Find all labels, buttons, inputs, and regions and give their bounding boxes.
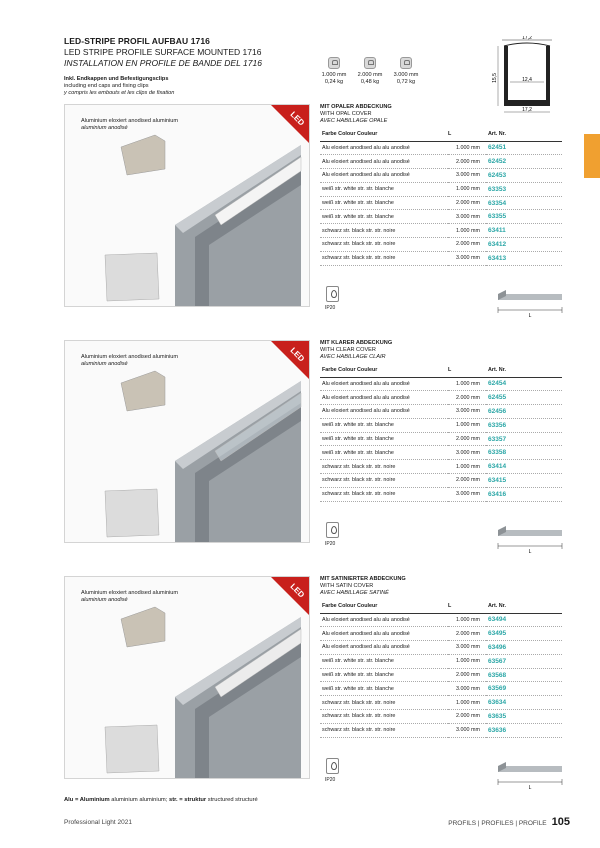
package-length: 2.000 mm xyxy=(357,72,383,78)
table-row xyxy=(320,696,562,710)
length-cell: 3.000 mm xyxy=(448,251,486,265)
colour-cell: weiß str. white str. str. blanche xyxy=(320,668,448,682)
table-row xyxy=(320,654,562,668)
article-number[interactable]: 62451 xyxy=(486,141,562,155)
dim-height: 15,5 xyxy=(492,73,498,83)
colour-cell: weiß str. white str. str. blanche xyxy=(320,418,448,432)
header-colour: Farbe Colour Couleur xyxy=(320,600,448,613)
colour-cell: weiß str. white str. str. blanche xyxy=(320,182,448,196)
table-row xyxy=(320,487,562,501)
cover-title-fr: AVEC HABILLAGE CLAIR xyxy=(320,354,386,360)
profile-length-thumbnail xyxy=(496,520,564,554)
colour-cell: weiß str. white str. str. blanche xyxy=(320,654,448,668)
dim-bottom-width: 17,2 xyxy=(522,107,532,113)
package-icon xyxy=(400,57,412,69)
article-number[interactable]: 62456 xyxy=(486,405,562,419)
profile-length-thumbnail xyxy=(496,284,564,318)
package-weight: 0,48 kg xyxy=(360,79,380,85)
article-number[interactable]: 63355 xyxy=(486,210,562,224)
table-row xyxy=(320,613,562,627)
article-number[interactable]: 63568 xyxy=(486,668,562,682)
article-number[interactable]: 62452 xyxy=(486,155,562,169)
table-row xyxy=(320,641,562,655)
package-3 xyxy=(390,57,422,86)
length-cell: 1.000 mm xyxy=(448,613,486,627)
colour-cell: weiß str. white str. str. blanche xyxy=(320,196,448,210)
ip-rating-label: IP20 xyxy=(325,305,336,311)
includes-fr: y compris les embouts et les clips de fixation xyxy=(64,90,175,96)
page-number: 105 xyxy=(551,816,570,828)
cover-title-en: WITH OPAL COVER xyxy=(320,111,372,117)
length-cell: 1.000 mm xyxy=(448,696,486,710)
cover-title-de: MIT OPALER ABDECKUNG xyxy=(320,104,392,110)
package-1 xyxy=(318,57,350,86)
length-cell: 3.000 mm xyxy=(448,641,486,655)
article-number[interactable]: 63635 xyxy=(486,710,562,724)
table-row xyxy=(320,224,562,238)
led-badge xyxy=(271,105,309,143)
header-colour: Farbe Colour Couleur xyxy=(320,128,448,141)
table-header-row xyxy=(320,364,562,377)
colour-cell: schwarz str. black str. str. noire xyxy=(320,460,448,474)
article-number[interactable]: 63415 xyxy=(486,474,562,488)
table-row xyxy=(320,723,562,737)
length-cell: 2.000 mm xyxy=(448,474,486,488)
package-weight: 0,24 kg xyxy=(324,79,344,85)
footer-section xyxy=(448,816,570,828)
length-cell: 2.000 mm xyxy=(448,668,486,682)
colour-cell: schwarz str. black str. str. noire xyxy=(320,474,448,488)
title-fr: INSTALLATION EN PROFILE DE BANDE DEL 1716 xyxy=(64,58,262,68)
colour-cell: schwarz str. black str. str. noire xyxy=(320,723,448,737)
length-cell: 3.000 mm xyxy=(448,405,486,419)
package-2 xyxy=(354,57,386,86)
material-fr: aluminium anodisé xyxy=(81,361,128,367)
article-number[interactable]: 63354 xyxy=(486,196,562,210)
article-number[interactable]: 62454 xyxy=(486,377,562,391)
article-number[interactable]: 63634 xyxy=(486,696,562,710)
footer-catalog-name: Professional Light 2021 xyxy=(64,819,132,826)
colour-cell: Alu eloxiert anodised alu alu anodisé xyxy=(320,405,448,419)
package-length: 1.000 mm xyxy=(321,72,347,78)
colour-cell: weiß str. white str. str. blanche xyxy=(320,446,448,460)
article-number[interactable]: 63416 xyxy=(486,487,562,501)
header-length: L xyxy=(448,128,486,141)
table-row xyxy=(320,210,562,224)
material-text xyxy=(81,590,231,604)
article-number[interactable]: 63413 xyxy=(486,251,562,265)
table-row xyxy=(320,668,562,682)
cover-title-fr: AVEC HABILLAGE OPALE xyxy=(320,118,388,124)
material-text xyxy=(81,354,231,368)
length-cell: 3.000 mm xyxy=(448,446,486,460)
page-header xyxy=(64,36,324,97)
table-row xyxy=(320,196,562,210)
table-row xyxy=(320,155,562,169)
length-cell: 3.000 mm xyxy=(448,682,486,696)
article-number[interactable]: 63414 xyxy=(486,460,562,474)
package-length: 3.000 mm xyxy=(393,72,419,78)
product-table xyxy=(320,364,562,502)
product-photo xyxy=(64,340,310,543)
water-drop-icon xyxy=(326,522,339,538)
article-number[interactable]: 63569 xyxy=(486,682,562,696)
colour-cell: schwarz str. black str. str. noire xyxy=(320,487,448,501)
article-number[interactable]: 63636 xyxy=(486,723,562,737)
length-label: L xyxy=(528,785,532,790)
material-text xyxy=(81,118,231,132)
table-row xyxy=(320,460,562,474)
length-cell: 1.000 mm xyxy=(448,141,486,155)
length-label: L xyxy=(528,313,532,318)
material-de-en: Aluminium eloxiert anodised aluminium xyxy=(81,354,179,360)
material-de-en: Aluminium eloxiert anodised aluminium xyxy=(81,590,179,596)
colour-cell: Alu eloxiert anodised alu alu anodisé xyxy=(320,377,448,391)
cover-title-en: WITH CLEAR COVER xyxy=(320,347,376,353)
product-table xyxy=(320,600,562,738)
length-cell: 1.000 mm xyxy=(448,377,486,391)
colour-cell: Alu eloxiert anodised alu alu anodisé xyxy=(320,627,448,641)
product-section-opal xyxy=(64,104,564,318)
cover-title-de: MIT SATINIERTER ABDECKUNG xyxy=(320,576,406,582)
footnote xyxy=(64,797,258,803)
water-drop-icon xyxy=(326,758,339,774)
ip-rating xyxy=(320,522,350,547)
article-number[interactable]: 63496 xyxy=(486,641,562,655)
header-length: L xyxy=(448,600,486,613)
table-row xyxy=(320,682,562,696)
package-icon xyxy=(364,57,376,69)
length-label: L xyxy=(528,549,532,554)
material-fr: aluminium anodisé xyxy=(81,125,128,131)
table-row xyxy=(320,474,562,488)
colour-cell: weiß str. white str. str. blanche xyxy=(320,210,448,224)
table-row xyxy=(320,446,562,460)
length-cell: 3.000 mm xyxy=(448,210,486,224)
dim-top-width: 17,2 xyxy=(522,36,532,41)
table-row xyxy=(320,405,562,419)
table-row xyxy=(320,182,562,196)
header-article: Art. Nr. xyxy=(486,364,562,377)
footnote-str-text: structured structuré xyxy=(206,797,258,803)
colour-cell: schwarz str. black str. str. noire xyxy=(320,696,448,710)
package-icon xyxy=(328,57,340,69)
article-number[interactable]: 63494 xyxy=(486,613,562,627)
product-info xyxy=(320,576,564,790)
table-row xyxy=(320,418,562,432)
article-number[interactable]: 63357 xyxy=(486,432,562,446)
table-row xyxy=(320,251,562,265)
article-number[interactable]: 63412 xyxy=(486,238,562,252)
length-cell: 3.000 mm xyxy=(448,169,486,183)
article-number[interactable]: 63356 xyxy=(486,418,562,432)
table-row xyxy=(320,169,562,183)
header-article: Art. Nr. xyxy=(486,128,562,141)
length-cell: 2.000 mm xyxy=(448,432,486,446)
table-row xyxy=(320,391,562,405)
length-cell: 1.000 mm xyxy=(448,182,486,196)
article-number[interactable]: 63567 xyxy=(486,654,562,668)
package-info xyxy=(318,57,422,86)
product-photo xyxy=(64,104,310,307)
includes-en: including end caps and fixing clips xyxy=(64,83,149,89)
product-photo xyxy=(64,576,310,779)
length-cell: 2.000 mm xyxy=(448,710,486,724)
table-row xyxy=(320,710,562,724)
colour-cell: schwarz str. black str. str. noire xyxy=(320,238,448,252)
article-number[interactable]: 63358 xyxy=(486,446,562,460)
colour-cell: Alu eloxiert anodised alu alu anodisé xyxy=(320,141,448,155)
cover-title-fr: AVEC HABILLAGE SATINÉ xyxy=(320,590,389,596)
article-number[interactable]: 63353 xyxy=(486,182,562,196)
package-weight: 0,72 kg xyxy=(396,79,416,85)
chapter-tab xyxy=(584,134,600,178)
ip-rating xyxy=(320,286,350,311)
length-cell: 1.000 mm xyxy=(448,654,486,668)
product-section-satin xyxy=(64,576,564,790)
header-length: L xyxy=(448,364,486,377)
article-number[interactable]: 63411 xyxy=(486,224,562,238)
table-row xyxy=(320,238,562,252)
led-badge xyxy=(271,577,309,615)
material-fr: aluminium anodisé xyxy=(81,597,128,603)
table-header-row xyxy=(320,128,562,141)
colour-cell: schwarz str. black str. str. noire xyxy=(320,710,448,724)
length-cell: 2.000 mm xyxy=(448,391,486,405)
led-badge-label: LED xyxy=(288,581,307,600)
footer-section-title: PROFILS | PROFILES | PROFILE xyxy=(448,820,547,827)
length-cell: 1.000 mm xyxy=(448,418,486,432)
colour-cell: schwarz str. black str. str. noire xyxy=(320,251,448,265)
product-section-clear xyxy=(64,340,564,554)
led-badge xyxy=(271,341,309,379)
title-en: LED STRIPE PROFILE SURFACE MOUNTED 1716 xyxy=(64,47,262,57)
colour-cell: Alu eloxiert anodised alu alu anodisé xyxy=(320,391,448,405)
ip-rating-label: IP20 xyxy=(325,777,336,783)
colour-cell: Alu eloxiert anodised alu alu anodisé xyxy=(320,613,448,627)
length-cell: 3.000 mm xyxy=(448,487,486,501)
colour-cell: weiß str. white str. str. blanche xyxy=(320,432,448,446)
ip-rating xyxy=(320,758,350,783)
table-row xyxy=(320,627,562,641)
water-drop-icon xyxy=(326,286,339,302)
led-badge-label: LED xyxy=(288,109,307,128)
length-cell: 2.000 mm xyxy=(448,196,486,210)
header-article: Art. Nr. xyxy=(486,600,562,613)
article-number[interactable]: 63495 xyxy=(486,627,562,641)
length-cell: 1.000 mm xyxy=(448,460,486,474)
table-header-row xyxy=(320,600,562,613)
ip-rating-label: IP20 xyxy=(325,541,336,547)
table-row xyxy=(320,432,562,446)
cover-title-en: WITH SATIN COVER xyxy=(320,583,374,589)
article-number[interactable]: 62453 xyxy=(486,169,562,183)
cover-title-de: MIT KLARER ABDECKUNG xyxy=(320,340,393,346)
product-info xyxy=(320,340,564,554)
table-row xyxy=(320,141,562,155)
led-badge-label: LED xyxy=(288,345,307,364)
footnote-str: str. = struktur xyxy=(168,797,207,803)
product-info xyxy=(320,104,564,318)
length-cell: 2.000 mm xyxy=(448,155,486,169)
profile-length-thumbnail xyxy=(496,756,564,790)
length-cell: 1.000 mm xyxy=(448,224,486,238)
article-number[interactable]: 62455 xyxy=(486,391,562,405)
colour-cell: schwarz str. black str. str. noire xyxy=(320,224,448,238)
length-cell: 2.000 mm xyxy=(448,238,486,252)
material-de-en: Aluminium eloxiert anodised aluminium xyxy=(81,118,179,124)
product-table xyxy=(320,128,562,266)
includes-de: Inkl. Endkappen und Befestigungsclips xyxy=(64,76,169,82)
header-colour: Farbe Colour Couleur xyxy=(320,364,448,377)
footnote-alu-text: aluminium aluminium; xyxy=(109,797,169,803)
length-cell: 2.000 mm xyxy=(448,627,486,641)
dim-inner-width: 12,4 xyxy=(522,77,532,83)
title-de: LED-STRIPE PROFIL AUFBAU 1716 xyxy=(64,36,211,46)
footnote-alu: Alu = Aluminium xyxy=(64,797,110,803)
table-row xyxy=(320,377,562,391)
length-cell: 3.000 mm xyxy=(448,723,486,737)
colour-cell: weiß str. white str. str. blanche xyxy=(320,682,448,696)
colour-cell: Alu eloxiert anodised alu alu anodisé xyxy=(320,641,448,655)
colour-cell: Alu eloxiert anodised alu alu anodisé xyxy=(320,169,448,183)
colour-cell: Alu eloxiert anodised alu alu anodisé xyxy=(320,155,448,169)
